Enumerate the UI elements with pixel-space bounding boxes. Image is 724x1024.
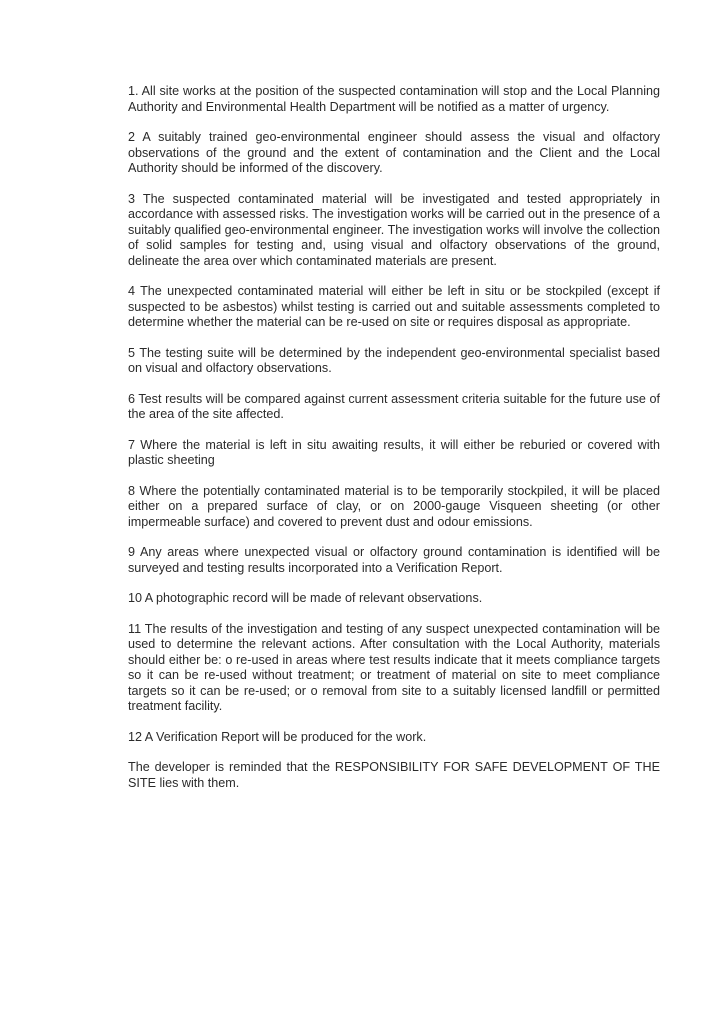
paragraph-5: 5 The testing suite will be determined by the independent geo-environmental specialist based on visual and olfactory observations.: [128, 345, 660, 375]
paragraph-7: 7 Where the material is left in situ awaiting results, it will either be reburied or covered with plastic sheeting: [128, 437, 660, 467]
paragraph-1: 1. All site works at the position of the suspected contamination will stop and the Local Planning Authority and Environmental Health Department will be notified as a matter of urgency.: [128, 84, 660, 114]
document-page: [128, 84, 660, 806]
paragraph-2: 2 A suitably trained geo-environmental engineer should assess the visual and olfactory observations of the ground and the extent of contamination and the Client and the Local Authority should be informed of the discovery.: [128, 130, 660, 175]
paragraph-3: 3 The suspected contaminated material will be investigated and tested appropriately in accordance with assessed risks. The investigation works will be carried out in the presence of a suitably qualified geo-environmental engineer. The investigation works will involve the collection of solid samples for testing and, using visual and olfactory observations of the ground, delineate the area over which contaminated materials are present.: [128, 191, 660, 268]
paragraph-6: 6 Test results will be compared against current assessment criteria suitable for the future use of the area of the site affected.: [128, 391, 660, 421]
paragraph-8: 8 Where the potentially contaminated material is to be temporarily stockpiled, it will be placed either on a prepared surface of clay, or on 2000-gauge Visqueen sheeting (or other impermeable surface) and covered to prevent dust and odour emissions.: [128, 483, 660, 529]
paragraph-12: 12 A Verification Report will be produced for the work.: [128, 729, 427, 744]
paragraph-9: 9 Any areas where unexpected visual or olfactory ground contamination is identified will be surveyed and testing results incorporated into a Verification Report.: [128, 545, 660, 575]
paragraph-10: 10 A photographic record will be made of relevant observations.: [128, 591, 483, 605]
paragraph-11: 11 The results of the investigation and testing of any suspect unexpected contamination will be used to determine the relevant actions. After consultation with the Local Authority, materials should either be: o re-used in areas where test results indicate that it meets compliance targets so it can be re-used without treatment; or treatment of material on site to meet compliance targets so it can be re-used; or o removal from site to a suitably licensed landfill or permitted treatment facility.: [128, 621, 660, 713]
developer-reminder: The developer is reminded that the RESPONSIBILITY FOR SAFE DEVELOPMENT OF THE SITE lies with them.: [128, 760, 660, 790]
paragraph-4: 4 The unexpected contaminated material will either be left in situ or be stockpiled (except if suspected to be asbestos) whilst testing is carried out and suitable assessments completed to determine whether the material can be re-used on site or requires disposal as appropriate.: [128, 284, 660, 329]
